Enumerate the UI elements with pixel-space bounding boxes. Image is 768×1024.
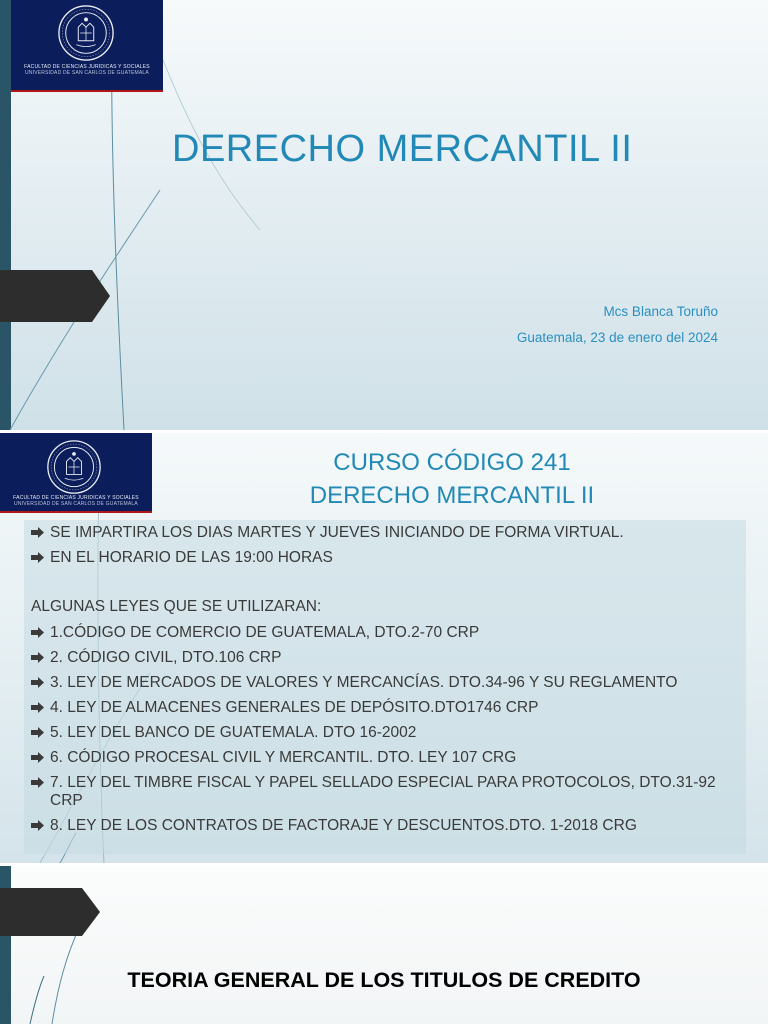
author-name: Mcs Blanca Toruño — [603, 304, 718, 319]
arrow-bullet-icon — [31, 527, 44, 538]
list-item — [24, 524, 746, 542]
list-item — [24, 674, 746, 692]
laws-list — [24, 624, 746, 842]
list-item-text: 8. LEY DE LOS CONTRATOS DE FACTORAJE Y DESCUENTOS.DTO. 1-2018 CRG — [50, 817, 637, 834]
list-item — [24, 624, 746, 642]
university-seal-icon — [57, 4, 115, 62]
logo-faculty-text: FACULTAD DE CIENCIAS JURÍDICAS Y SOCIALES — [24, 64, 150, 70]
presentation-date: Guatemala, 23 de enero del 2024 — [516, 330, 718, 345]
arrow-bullet-icon — [31, 627, 44, 638]
list-item-text: SE IMPARTIRA LOS DIAS MARTES Y JUEVES INICIANDO DE FORMA VIRTUAL. — [50, 524, 624, 541]
arrow-bullet-icon — [31, 820, 44, 831]
presentation-title: DERECHO MERCANTIL II — [172, 128, 633, 170]
list-item — [24, 699, 746, 717]
list-item-text: 5. LEY DEL BANCO DE GUATEMALA. DTO 16-2002 — [50, 724, 417, 741]
section-slide — [0, 866, 768, 1024]
list-item-text: 7. LEY DEL TIMBRE FISCAL Y PAPEL SELLADO ESPECIAL PARA PROTOCOLOS, DTO.31-92 CRP — [50, 774, 716, 809]
logo-university-text: UNIVERSIDAD DE SAN CARLOS DE GUATEMALA — [14, 501, 138, 507]
list-item — [24, 649, 746, 667]
list-item — [24, 724, 746, 742]
list-item-text: EN EL HORARIO DE LAS 19:00 HORAS — [50, 549, 333, 566]
course-name-title: DERECHO MERCANTIL II — [309, 482, 595, 509]
university-logo — [0, 433, 152, 513]
laws-heading: ALGUNAS LEYES QUE SE UTILIZARAN: — [31, 598, 322, 615]
arrow-bullet-icon — [31, 702, 44, 713]
logo-faculty-text: FACULTAD DE CIENCIAS JURÍDICAS Y SOCIALES — [13, 495, 139, 501]
list-item-text: 3. LEY DE MERCADOS DE VALORES Y MERCANCÍAS. DTO.34-96 Y SU REGLAMENTO — [50, 674, 678, 691]
university-logo — [11, 0, 163, 92]
arrow-shape — [0, 270, 110, 322]
decorative-lines — [0, 866, 768, 1024]
arrow-bullet-icon — [31, 777, 44, 788]
list-item-text: 6. CÓDIGO PROCESAL CIVIL Y MERCANTIL. DTO. LEY 107 CRG — [50, 749, 517, 766]
list-item — [24, 749, 746, 767]
arrow-bullet-icon — [31, 727, 44, 738]
logo-university-text: UNIVERSIDAD DE SAN CARLOS DE GUATEMALA — [25, 70, 149, 76]
arrow-bullet-icon — [31, 652, 44, 663]
content-box — [24, 520, 746, 854]
list-item-text: 2. CÓDIGO CIVIL, DTO.106 CRP — [50, 649, 282, 666]
list-item — [24, 774, 746, 810]
title-slide — [0, 0, 768, 430]
arrow-shape — [0, 888, 100, 936]
list-item — [24, 817, 746, 835]
list-item-text: 4. LEY DE ALMACENES GENERALES DE DEPÓSITO.DTO1746 CRP — [50, 699, 539, 716]
arrow-bullet-icon — [31, 752, 44, 763]
list-item-text: 1.CÓDIGO DE COMERCIO DE GUATEMALA, DTO.2-70 CRP — [50, 624, 480, 641]
section-title: TEORIA GENERAL DE LOS TITULOS DE CREDITO — [127, 968, 641, 992]
course-slide — [0, 433, 768, 863]
list-item — [24, 549, 746, 567]
arrow-bullet-icon — [31, 552, 44, 563]
university-seal-icon — [46, 439, 102, 495]
arrow-bullet-icon — [31, 677, 44, 688]
schedule-list — [24, 524, 746, 574]
course-code-title: CURSO CÓDIGO 241 — [333, 449, 571, 476]
